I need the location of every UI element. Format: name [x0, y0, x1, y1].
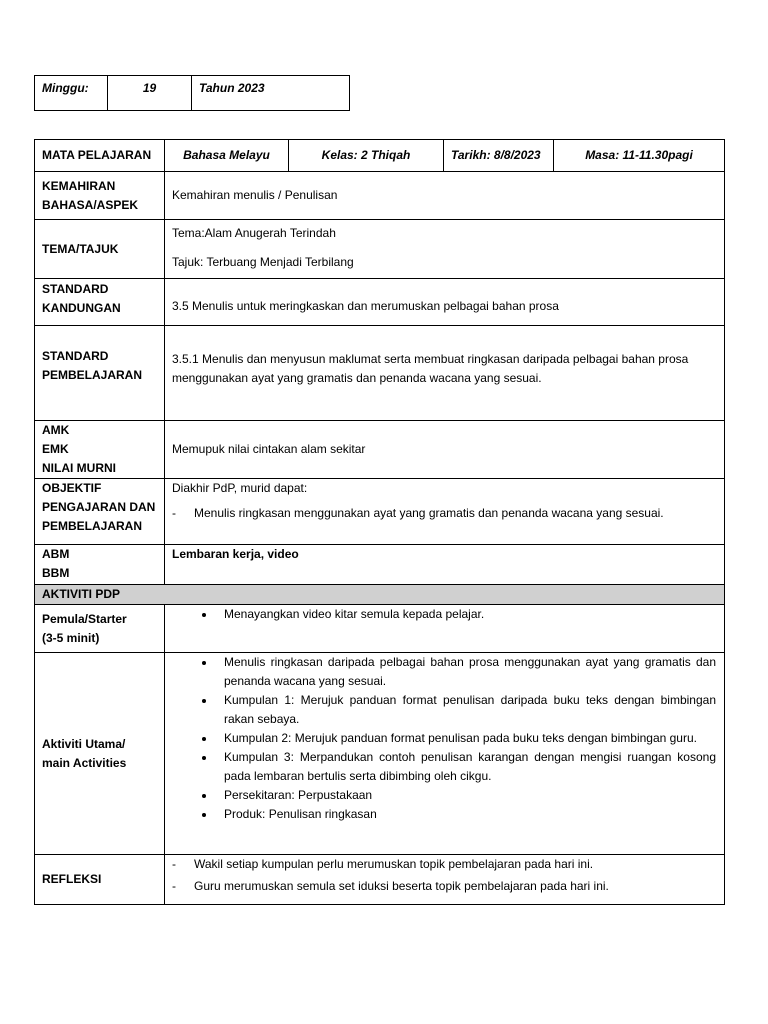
obj-label-line1: OBJEKTIF — [42, 481, 102, 495]
utama-label-line1: Aktiviti Utama/ — [42, 736, 126, 751]
amk-label-line3: NILAI MURNI — [42, 461, 116, 475]
sk-value: 3.5 Menulis untuk meringkaskan dan merumuskan pelbagai bahan prosa — [165, 279, 725, 326]
sp-value: 3.5.1 Menulis dan menyusun maklumat serta membuat ringkasan daripada pelbagai bahan prosa menggunakan ayat yang gramatis dan penanda wacana yang sesuai. — [165, 326, 725, 421]
minggu-label: Minggu: — [35, 76, 108, 111]
list-item: • Kumpulan 2: Merujuk panduan format penulisan pada buku teks dengan bimbingan guru. — [216, 729, 716, 748]
abm-label-line1: ABM — [42, 547, 70, 561]
objektif-label — [35, 479, 165, 545]
amk-label-line1: AMK — [42, 423, 70, 437]
subject-cell: Bahasa Melayu — [165, 140, 289, 172]
kemahiran-label-line2: BAHASA/ASPEK — [42, 197, 139, 212]
obj-label-line3: PEMBELAJARAN — [42, 519, 143, 533]
refleksi-item: - Wakil setiap kumpulan perlu merumuskan topik pembelajaran pada hari ini. — [172, 855, 717, 874]
utama-label-line2: main Activities — [42, 755, 127, 770]
abm-label-line2: BBM — [42, 566, 70, 580]
standard-kandungan-row — [35, 279, 725, 326]
pemula-label-line2: (3-5 minit) — [42, 630, 100, 645]
sk-label-line2: KANDUNGAN — [42, 301, 121, 315]
refleksi-row — [35, 855, 725, 905]
tema-label: TEMA/TAJUK — [35, 220, 165, 279]
objektif-row — [35, 479, 725, 545]
utama-list — [172, 653, 716, 824]
sp-label-line2: PEMBELAJARAN — [42, 368, 143, 382]
utama-value — [165, 653, 725, 855]
list-item: • Menayangkan video kitar semula kepada pelajar. — [216, 605, 717, 624]
tema-line: Tema:Alam Anugerah Terindah — [172, 226, 336, 240]
list-item: • Produk: Penulisan ringkasan — [216, 805, 716, 824]
list-item: • Menulis ringkasan daripada pelbagai bahan prosa menggunakan ayat yang gramatis dan penanda wacana yang sesuai. — [216, 653, 716, 691]
header-row — [35, 140, 725, 172]
week-table — [34, 75, 350, 111]
obj-label-line2: PENGAJARAN DAN — [42, 500, 156, 514]
aktiviti-header: AKTIVITI PDP — [35, 585, 725, 605]
masa-cell: Masa: 11-11.30pagi — [554, 140, 725, 172]
list-item: • Kumpulan 3: Merpandukan contoh penulisan karangan dengan mengisi ruangan kosong pada lembaran bertulis serta dibimbing oleh cikgu. — [216, 748, 716, 786]
pemula-list — [172, 605, 717, 624]
abm-row — [35, 545, 725, 585]
mata-pelajaran-label: MATA PELAJARAN — [35, 140, 165, 172]
tajuk-line: Tajuk: Terbuang Menjadi Terbilang — [172, 255, 354, 269]
tahun-cell: Tahun 2023 — [192, 76, 350, 111]
kemahiran-value: Kemahiran menulis / Penulisan — [165, 172, 725, 220]
abm-label — [35, 545, 165, 585]
amk-row — [35, 421, 725, 479]
objektif-value — [165, 479, 725, 545]
sp-label — [35, 326, 165, 421]
kemahiran-label-line1: KEMAHIRAN — [42, 178, 116, 193]
standard-pembelajaran-row — [35, 326, 725, 421]
refleksi-value — [165, 855, 725, 905]
amk-label-line2: EMK — [42, 442, 69, 456]
amk-label — [35, 421, 165, 479]
kelas-cell: Kelas: 2 Thiqah — [289, 140, 444, 172]
pemula-row — [35, 605, 725, 653]
pemula-value — [165, 605, 725, 653]
kemahiran-row — [35, 172, 725, 220]
refleksi-item: - Guru merumuskan semula set iduksi beserta topik pembelajaran pada hari ini. — [172, 877, 717, 896]
aktiviti-utama-row — [35, 653, 725, 855]
lesson-plan-table — [34, 139, 725, 905]
tema-row — [35, 220, 725, 279]
aktiviti-header-row — [35, 585, 725, 605]
minggu-value: 19 — [108, 76, 192, 111]
kemahiran-label — [35, 172, 165, 220]
pemula-label — [35, 605, 165, 653]
sp-label-line1: STANDARD — [42, 349, 109, 363]
objektif-item: - Menulis ringkasan menggunakan ayat yang gramatis dan penanda wacana yang sesuai. — [172, 504, 717, 523]
pemula-label-line1: Pemula/Starter — [42, 611, 127, 626]
utama-label — [35, 653, 165, 855]
amk-value: Memupuk nilai cintakan alam sekitar — [165, 421, 725, 479]
list-item: • Persekitaran: Perpustakaan — [216, 786, 716, 805]
abm-value: Lembaran kerja, video — [165, 545, 725, 585]
objektif-intro: Diakhir PdP, murid dapat: — [172, 481, 308, 495]
sk-label — [35, 279, 165, 326]
tema-value — [165, 220, 725, 279]
list-item: • Kumpulan 1: Merujuk panduan format penulisan daripada buku teks dengan bimbingan rakan sebaya. — [216, 691, 716, 729]
sk-label-line1: STANDARD — [42, 282, 109, 296]
refleksi-label: REFLEKSI — [35, 855, 165, 905]
tarikh-cell: Tarikh: 8/8/2023 — [444, 140, 554, 172]
